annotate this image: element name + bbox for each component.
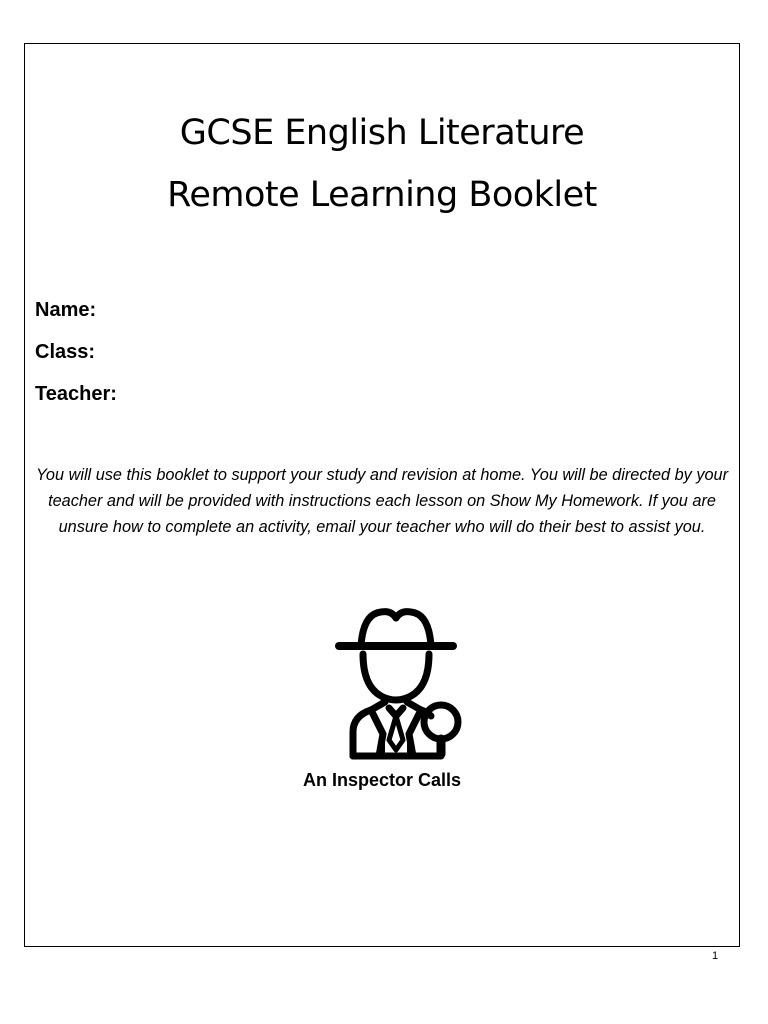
- book-title: An Inspector Calls: [302, 770, 462, 790]
- title-line-1: GCSE English Literature: [179, 113, 585, 153]
- page-border: [24, 43, 740, 947]
- name-field-label: Name:: [35, 299, 97, 321]
- intro-paragraph: You will use this booklet to support your study and revision at home. You will be directed by your teacher and will be provided with instructions each lesson on Show My Homework. If you are unsure how to complete an activity, email your teacher who will do their best to assist you.: [35, 466, 729, 536]
- class-field-label: Class:: [35, 341, 96, 363]
- title-line-2: Remote Learning Booklet: [167, 175, 597, 215]
- detective-inspector-icon: [323, 604, 469, 764]
- teacher-field-label: Teacher:: [35, 383, 117, 405]
- page-number: 1: [712, 950, 719, 962]
